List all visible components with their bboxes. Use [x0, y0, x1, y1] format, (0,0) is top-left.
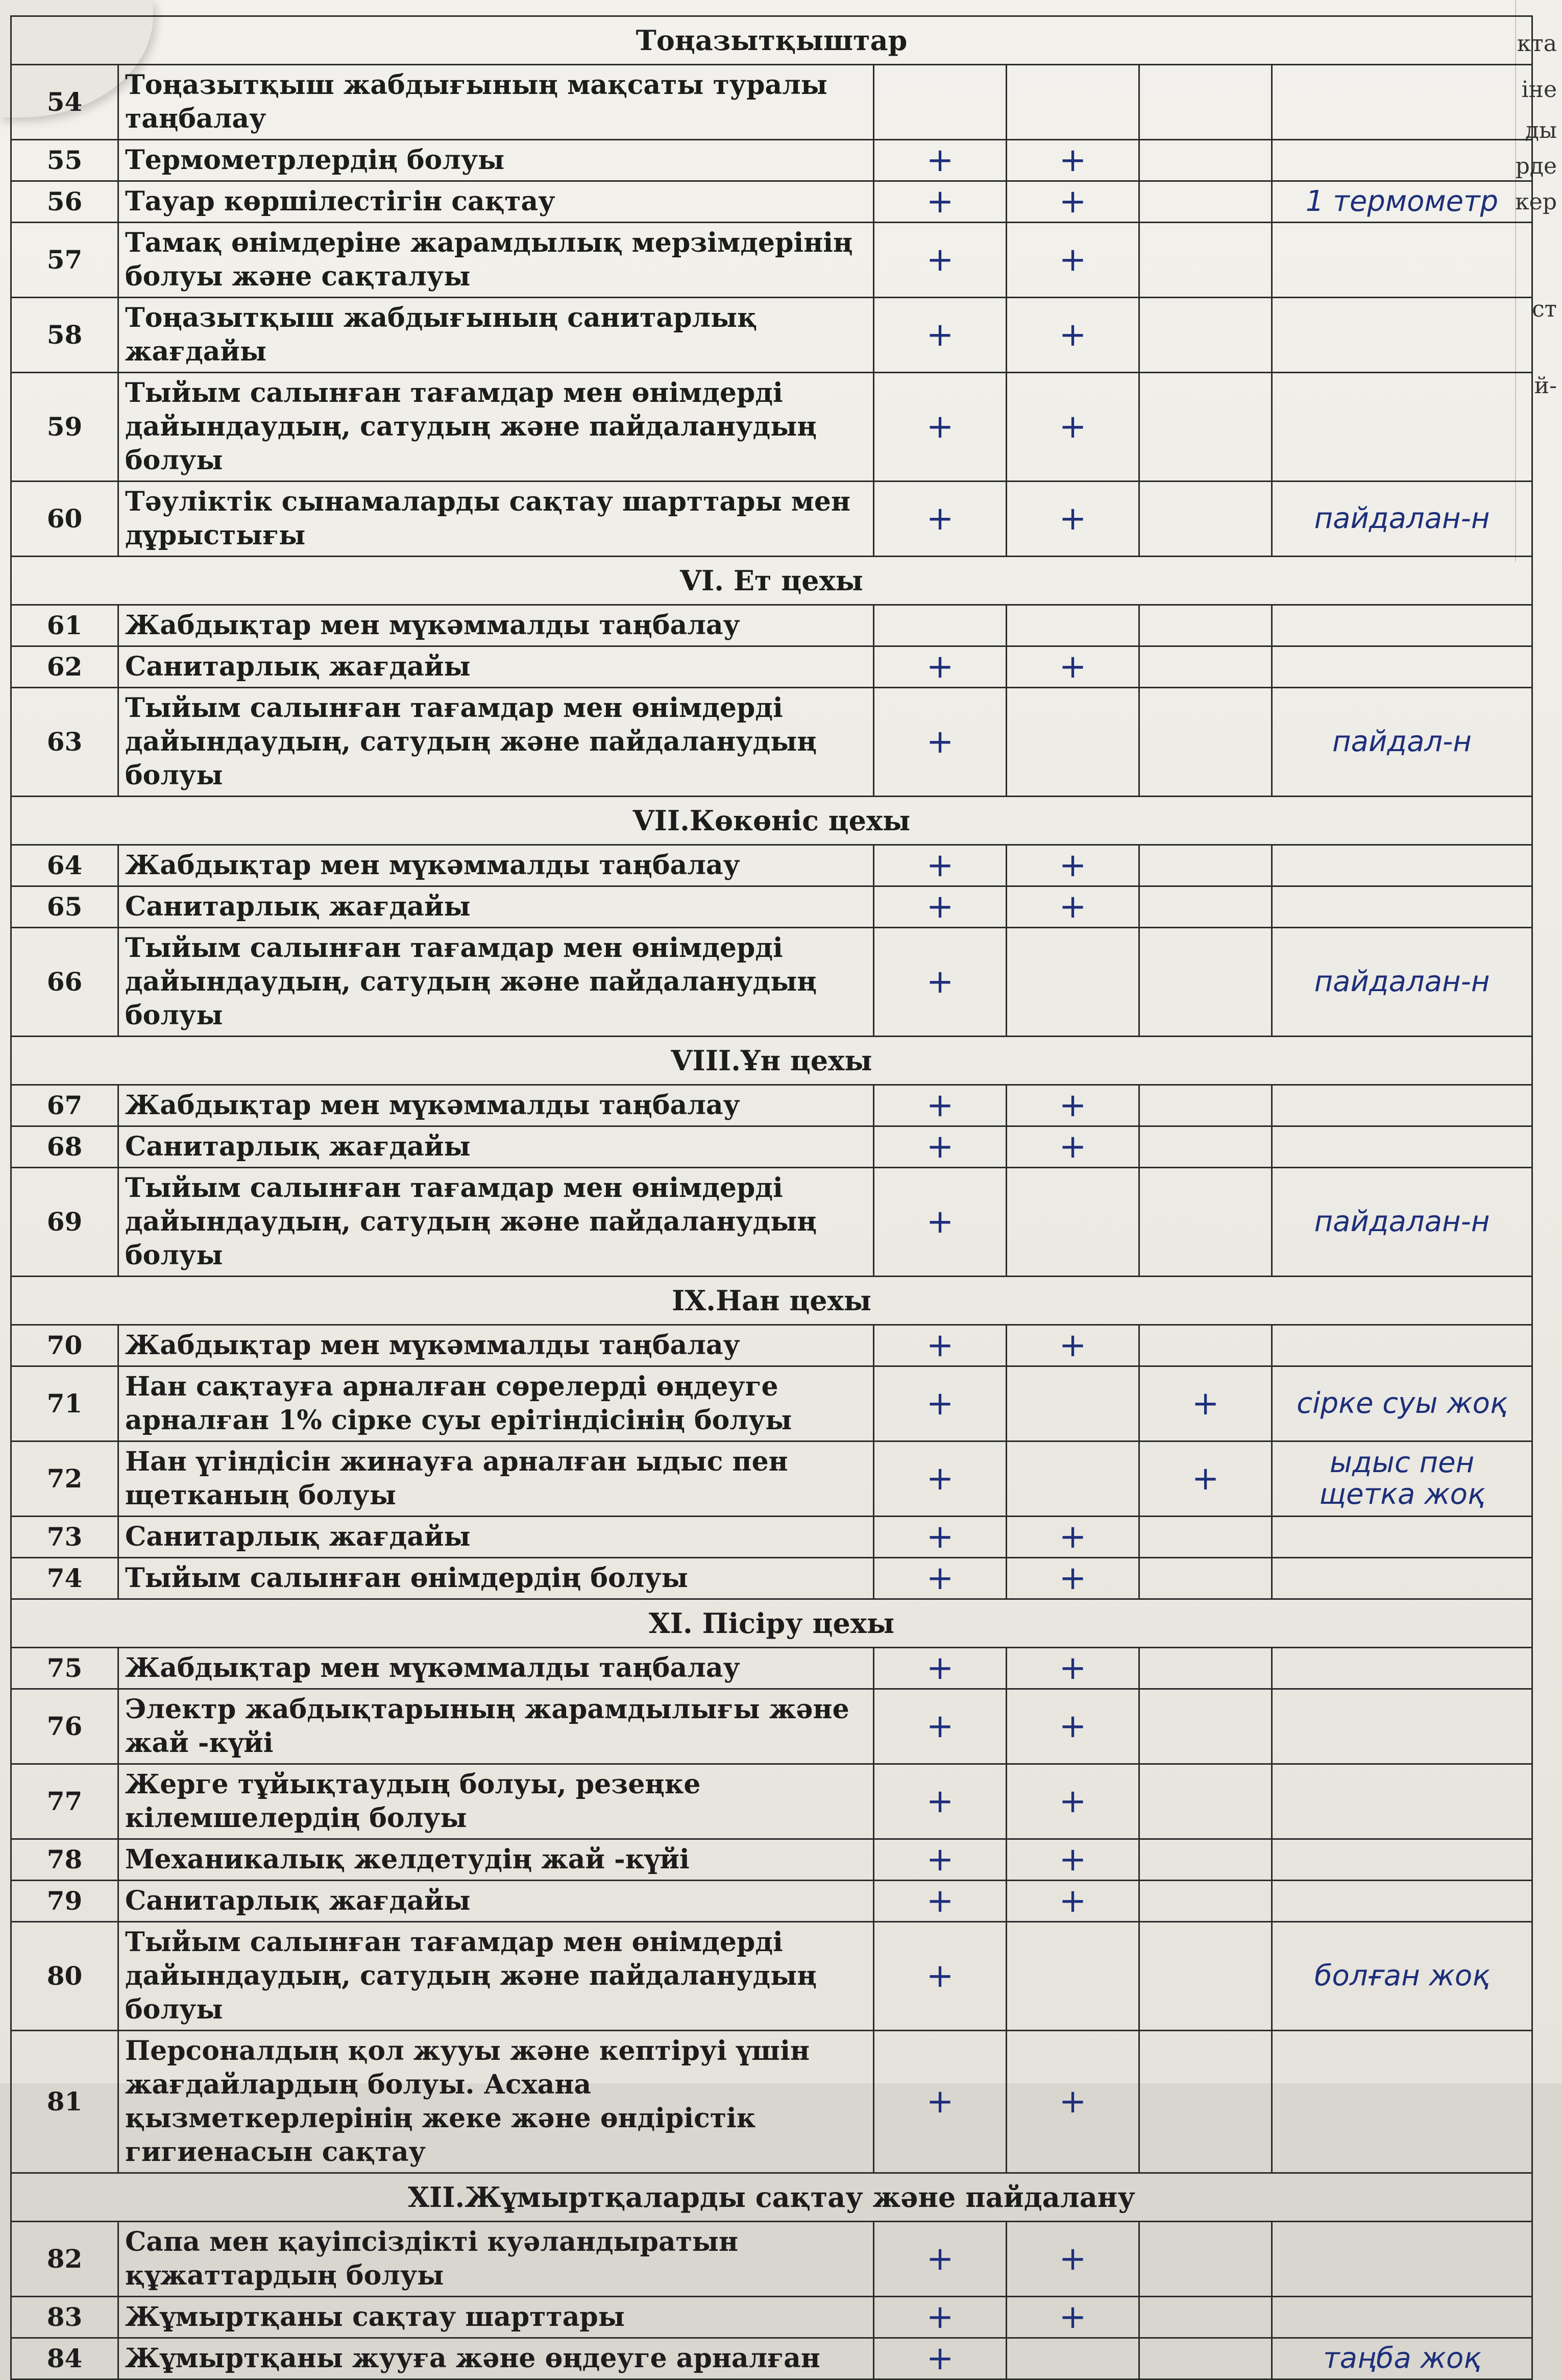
handwritten-note [1272, 223, 1532, 298]
check-mark-col2 [1007, 1168, 1139, 1277]
check-mark-col2: + [1007, 886, 1139, 928]
check-mark-col1: + [874, 688, 1007, 797]
check-mark-col3: + [1139, 1366, 1272, 1441]
checklist-row [11, 2031, 1532, 2173]
requirement-text: Санитарлық жағдайы [118, 1126, 874, 1168]
row-number: 72 [11, 1441, 118, 1517]
check-mark-col1: + [874, 2222, 1007, 2297]
check-mark-col3 [1139, 2222, 1272, 2297]
section-title: Тоңазытқыштар [11, 16, 1532, 65]
check-mark-col2: + [1007, 1517, 1139, 1558]
check-mark-col1: + [874, 1517, 1007, 1558]
check-mark-col1: + [874, 1126, 1007, 1168]
handwritten-note: сірке суы жоқ [1272, 1366, 1532, 1441]
requirement-text: Санитарлық жағдайы [118, 886, 874, 928]
handwritten-note [1272, 1085, 1532, 1126]
checklist-row [11, 1558, 1532, 1599]
checklist-row [11, 1441, 1532, 1517]
check-mark-col3 [1139, 688, 1272, 797]
requirement-text: Тыйым салынған тағамдар мен өнімдерді дайындаудың, сатудың және пайдаланудың болуы [118, 688, 874, 797]
checklist-row [11, 140, 1532, 181]
section-header-row [11, 797, 1532, 845]
edge-text-fragment: рде [1515, 153, 1557, 179]
check-mark-col1: + [874, 2297, 1007, 2338]
check-mark-col2: + [1007, 140, 1139, 181]
requirement-text: Санитарлық жағдайы [118, 1517, 874, 1558]
requirement-text: Нан сақтауға арналған сөрелерді өңдеуге арналған 1% сірке суы ерітіндісінің болуы [118, 1366, 874, 1441]
row-number: 63 [11, 688, 118, 797]
row-number: 84 [11, 2338, 118, 2379]
check-mark-col2: + [1007, 373, 1139, 482]
checklist-row [11, 1366, 1532, 1441]
checklist-row [11, 1922, 1532, 2031]
checklist-row [11, 1881, 1532, 1922]
row-number: 57 [11, 223, 118, 298]
section-title: XII.Жұмыртқаларды сақтау және пайдалану [11, 2173, 1532, 2222]
check-mark-col2 [1007, 605, 1139, 646]
check-mark-col2 [1007, 1441, 1139, 1517]
checklist-row [11, 65, 1532, 140]
requirement-text: Жерге тұйықтаудың болуы, резеңке кілемшелердің болуы [118, 1764, 874, 1839]
checklist-row [11, 1325, 1532, 1366]
checklist-row [11, 2222, 1532, 2297]
check-mark-col3 [1139, 605, 1272, 646]
check-mark-col2: + [1007, 1085, 1139, 1126]
check-mark-col2: + [1007, 1839, 1139, 1881]
checklist-row [11, 928, 1532, 1037]
handwritten-note: таңба жоқ [1272, 2338, 1532, 2379]
requirement-text: Механикалық желдетудің жай -күйі [118, 1839, 874, 1881]
section-title: VI. Ет цехы [11, 557, 1532, 605]
row-number: 82 [11, 2222, 118, 2297]
check-mark-col1: + [874, 1839, 1007, 1881]
handwritten-note [1272, 2297, 1532, 2338]
requirement-text: Жабдықтар мен мүкәммалды таңбалау [118, 1325, 874, 1366]
check-mark-col2: + [1007, 2031, 1139, 2173]
section-header-row [11, 1277, 1532, 1325]
check-mark-col2: + [1007, 1325, 1139, 1366]
requirement-text: Жабдықтар мен мүкәммалды таңбалау [118, 1085, 874, 1126]
handwritten-note [1272, 1764, 1532, 1839]
check-mark-col3 [1139, 646, 1272, 688]
requirement-text: Тоңазытқыш жабдығының мақсаты туралы таңбалау [118, 65, 874, 140]
check-mark-col1: + [874, 1881, 1007, 1922]
checklist-row [11, 605, 1532, 646]
row-number: 80 [11, 1922, 118, 2031]
row-number: 62 [11, 646, 118, 688]
check-mark-col2: + [1007, 2222, 1139, 2297]
row-number: 70 [11, 1325, 118, 1366]
check-mark-col1: + [874, 181, 1007, 223]
edge-text-fragment: кер [1515, 189, 1557, 215]
requirement-text: Нан үгіндісін жинауға арналған ыдыс пен щетканың болуы [118, 1441, 874, 1517]
checklist-row [11, 1648, 1532, 1689]
check-mark-col3 [1139, 181, 1272, 223]
checklist-row [11, 1764, 1532, 1839]
check-mark-col2: + [1007, 223, 1139, 298]
checklist-row [11, 1168, 1532, 1277]
check-mark-col1: + [874, 1648, 1007, 1689]
handwritten-note [1272, 373, 1532, 482]
section-title: IX.Нан цехы [11, 1277, 1532, 1325]
check-mark-col1: + [874, 1085, 1007, 1126]
check-mark-col3 [1139, 1126, 1272, 1168]
handwritten-note [1272, 140, 1532, 181]
row-number: 64 [11, 845, 118, 886]
check-mark-col1: + [874, 886, 1007, 928]
handwritten-note [1272, 1558, 1532, 1599]
row-number: 58 [11, 298, 118, 373]
checklist-row [11, 1689, 1532, 1764]
check-mark-col3 [1139, 2031, 1272, 2173]
checklist-row [11, 1839, 1532, 1881]
section-header-row [11, 557, 1532, 605]
check-mark-col2: + [1007, 298, 1139, 373]
row-number: 55 [11, 140, 118, 181]
check-mark-col2: + [1007, 845, 1139, 886]
check-mark-col2: + [1007, 1648, 1139, 1689]
check-mark-col3 [1139, 1764, 1272, 1839]
row-number: 79 [11, 1881, 118, 1922]
check-mark-col1: + [874, 1366, 1007, 1441]
check-mark-col1: + [874, 298, 1007, 373]
section-header-row [11, 1037, 1532, 1085]
row-number: 66 [11, 928, 118, 1037]
check-mark-col3 [1139, 65, 1272, 140]
checklist-row [11, 1126, 1532, 1168]
check-mark-col1: + [874, 1325, 1007, 1366]
checklist-row [11, 886, 1532, 928]
section-header-row [11, 2173, 1532, 2222]
check-mark-col2: + [1007, 1126, 1139, 1168]
checklist-row [11, 482, 1532, 557]
handwritten-note: ыдыс пен щетка жоқ [1272, 1441, 1532, 1517]
row-number: 67 [11, 1085, 118, 1126]
handwritten-note [1272, 1325, 1532, 1366]
checklist-row [11, 223, 1532, 298]
check-mark-col3 [1139, 928, 1272, 1037]
handwritten-note [1272, 1517, 1532, 1558]
requirement-text: Тыйым салынған тағамдар мен өнімдерді дайындаудың, сатудың және пайдаланудың болуы [118, 1168, 874, 1277]
check-mark-col3 [1139, 482, 1272, 557]
check-mark-col1 [874, 605, 1007, 646]
check-mark-col3 [1139, 886, 1272, 928]
row-number: 68 [11, 1126, 118, 1168]
requirement-text: Жабдықтар мен мүкәммалды таңбалау [118, 1648, 874, 1689]
check-mark-col2: + [1007, 181, 1139, 223]
row-number: 59 [11, 373, 118, 482]
check-mark-col2 [1007, 928, 1139, 1037]
edge-text-fragment: іне [1521, 77, 1557, 103]
check-mark-col1: + [874, 2338, 1007, 2379]
check-mark-col2: + [1007, 1689, 1139, 1764]
row-number: 71 [11, 1366, 118, 1441]
row-number: 61 [11, 605, 118, 646]
handwritten-note: пайдал-н [1272, 688, 1532, 797]
requirement-text: Санитарлық жағдайы [118, 1881, 874, 1922]
edge-text-fragment: ст [1532, 296, 1557, 322]
handwritten-note: пайдалан-н [1272, 482, 1532, 557]
row-number: 69 [11, 1168, 118, 1277]
checklist-row [11, 1517, 1532, 1558]
check-mark-col3 [1139, 2338, 1272, 2379]
row-number: 75 [11, 1648, 118, 1689]
row-number: 78 [11, 1839, 118, 1881]
handwritten-note: пайдалан-н [1272, 928, 1532, 1037]
check-mark-col3 [1139, 1648, 1272, 1689]
check-mark-col3 [1139, 845, 1272, 886]
requirement-text: Тыйым салынған өнімдердің болуы [118, 1558, 874, 1599]
checklist-row [11, 845, 1532, 886]
check-mark-col2: + [1007, 2297, 1139, 2338]
check-mark-col3 [1139, 1517, 1272, 1558]
check-mark-col3 [1139, 1881, 1272, 1922]
checklist-row [11, 2338, 1532, 2379]
section-title: VIII.Ұн цехы [11, 1037, 1532, 1085]
check-mark-col2: + [1007, 482, 1139, 557]
check-mark-col3 [1139, 1325, 1272, 1366]
check-mark-col3 [1139, 1839, 1272, 1881]
row-number: 73 [11, 1517, 118, 1558]
checklist-row [11, 646, 1532, 688]
row-number: 74 [11, 1558, 118, 1599]
check-mark-col1: + [874, 928, 1007, 1037]
check-mark-col1: + [874, 2031, 1007, 2173]
edge-text-fragment: й- [1534, 373, 1557, 399]
requirement-text: Тәуліктік сынамаларды сақтау шарттары мен дұрыстығы [118, 482, 874, 557]
handwritten-note [1272, 1839, 1532, 1881]
check-mark-col1: + [874, 1168, 1007, 1277]
edge-text-fragment: ды [1525, 117, 1557, 143]
check-mark-col1: + [874, 1922, 1007, 2031]
requirement-text: Тоңазытқыш жабдығының санитарлық жағдайы [118, 298, 874, 373]
requirement-text: Жабдықтар мен мүкәммалды таңбалау [118, 605, 874, 646]
row-number: 54 [11, 65, 118, 140]
check-mark-col2 [1007, 688, 1139, 797]
check-mark-col3 [1139, 1085, 1272, 1126]
handwritten-note [1272, 1689, 1532, 1764]
handwritten-note [1272, 298, 1532, 373]
edge-text-fragment: кта [1517, 31, 1557, 57]
checklist-row [11, 298, 1532, 373]
check-mark-col3 [1139, 298, 1272, 373]
check-mark-col2 [1007, 1922, 1139, 2031]
section-header-row [11, 16, 1532, 65]
handwritten-note [1272, 1881, 1532, 1922]
section-title: XI. Пісіру цехы [11, 1599, 1532, 1648]
check-mark-col2 [1007, 2338, 1139, 2379]
check-mark-col3 [1139, 1922, 1272, 2031]
check-mark-col1: + [874, 1441, 1007, 1517]
check-mark-col1: + [874, 1764, 1007, 1839]
handwritten-note: 1 термометр [1272, 181, 1532, 223]
handwritten-note: пайдалан-н [1272, 1168, 1532, 1277]
requirement-text: Электр жабдықтарының жарамдылығы және жай -күйі [118, 1689, 874, 1764]
inspection-checklist-table [10, 15, 1533, 2380]
handwritten-note [1272, 2222, 1532, 2297]
check-mark-col1 [874, 65, 1007, 140]
check-mark-col1: + [874, 140, 1007, 181]
check-mark-col2: + [1007, 1881, 1139, 1922]
check-mark-col2: + [1007, 1764, 1139, 1839]
handwritten-note [1272, 886, 1532, 928]
check-mark-col1: + [874, 1558, 1007, 1599]
check-mark-col3 [1139, 223, 1272, 298]
check-mark-col1: + [874, 482, 1007, 557]
handwritten-note [1272, 1648, 1532, 1689]
requirement-text: Тыйым салынған тағамдар мен өнімдерді дайындаудың, сатудың және пайдаланудың болуы [118, 928, 874, 1037]
check-mark-col3 [1139, 1558, 1272, 1599]
requirement-text: Персоналдың қол жууы және кептіруі үшін жағдайлардың болуы. Асхана қызметкерлерінің жеке және өндірістік гигиенасын сақтау [118, 2031, 874, 2173]
check-mark-col3 [1139, 140, 1272, 181]
requirement-text: Сапа мен қауіпсіздікті куәландыратын құжаттардың болуы [118, 2222, 874, 2297]
checklist-row [11, 373, 1532, 482]
check-mark-col1: + [874, 373, 1007, 482]
handwritten-note [1272, 605, 1532, 646]
handwritten-note [1272, 65, 1532, 140]
handwritten-note [1272, 1126, 1532, 1168]
handwritten-note [1272, 845, 1532, 886]
row-number: 56 [11, 181, 118, 223]
requirement-text: Тыйым салынған тағамдар мен өнімдерді дайындаудың, сатудың және пайдаланудың болуы [118, 373, 874, 482]
requirement-text: Жұмыртқаны жууға және өңдеуге арналған [118, 2338, 874, 2379]
row-number: 65 [11, 886, 118, 928]
row-number: 83 [11, 2297, 118, 2338]
checklist-row [11, 2297, 1532, 2338]
check-mark-col3 [1139, 1168, 1272, 1277]
row-number: 81 [11, 2031, 118, 2173]
requirement-text: Термометрлердің болуы [118, 140, 874, 181]
requirement-text: Жұмыртқаны сақтау шарттары [118, 2297, 874, 2338]
check-mark-col3 [1139, 2297, 1272, 2338]
checklist-row [11, 688, 1532, 797]
row-number: 60 [11, 482, 118, 557]
check-mark-col1: + [874, 223, 1007, 298]
check-mark-col2: + [1007, 646, 1139, 688]
check-mark-col3: + [1139, 1441, 1272, 1517]
requirement-text: Тауар көршілестігін сақтау [118, 181, 874, 223]
check-mark-col3 [1139, 1689, 1272, 1764]
handwritten-note [1272, 2031, 1532, 2173]
handwritten-note: болған жоқ [1272, 1922, 1532, 2031]
requirement-text: Тамақ өнімдеріне жарамдылық мерзімдерінің болуы және сақталуы [118, 223, 874, 298]
row-number: 76 [11, 1689, 118, 1764]
check-mark-col2 [1007, 65, 1139, 140]
check-mark-col2: + [1007, 1558, 1139, 1599]
check-mark-col3 [1139, 373, 1272, 482]
requirement-text: Тыйым салынған тағамдар мен өнімдерді дайындаудың, сатудың және пайдаланудың болуы [118, 1922, 874, 2031]
section-header-row [11, 1599, 1532, 1648]
requirement-text: Жабдықтар мен мүкәммалды таңбалау [118, 845, 874, 886]
check-mark-col1: + [874, 646, 1007, 688]
check-mark-col2 [1007, 1366, 1139, 1441]
requirement-text: Санитарлық жағдайы [118, 646, 874, 688]
checklist-row [11, 1085, 1532, 1126]
check-mark-col1: + [874, 1689, 1007, 1764]
row-number: 77 [11, 1764, 118, 1839]
checklist-row [11, 181, 1532, 223]
check-mark-col1: + [874, 845, 1007, 886]
section-title: VII.Көкөніс цехы [11, 797, 1532, 845]
handwritten-note [1272, 646, 1532, 688]
